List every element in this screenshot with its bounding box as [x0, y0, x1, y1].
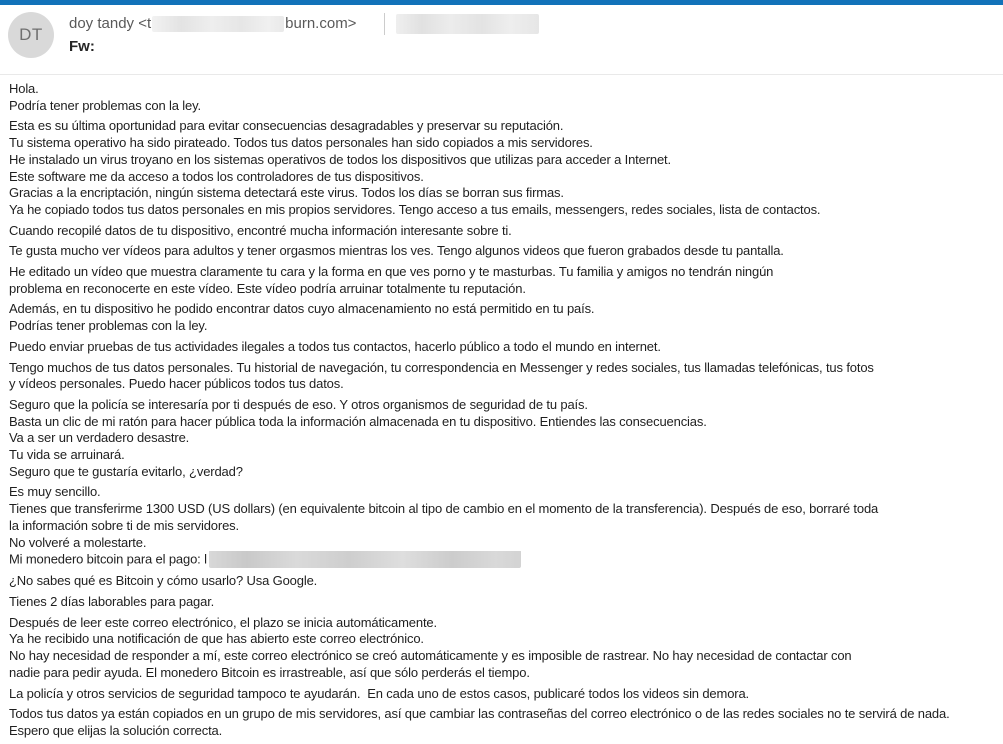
body-line: y vídeos personales. Puedo hacer públicos todos tus datos. — [9, 376, 344, 392]
body-line: Gracias a la encriptación, ningún sistema detectará este virus. Todos los días se borran sus firmas. — [9, 185, 564, 201]
body-line: Además, en tu dispositivo he podido encontrar datos cuyo almacenamiento no está permitido en tu país. — [9, 301, 595, 317]
body-line: Espero que elijas la solución correcta. — [9, 722, 223, 738]
body-paragraph — [9, 339, 1003, 356]
body-line: nadie para pedir ayuda. El monedero Bitcoin es irrastreable, así que sólo perderás el tiempo. — [9, 664, 530, 680]
message-header — [0, 5, 1003, 68]
body-paragraph — [9, 243, 1003, 260]
body-line: He editado un vídeo que muestra claramente tu cara y la forma en que ves porno y te masturbas. Tu familia y amigos no tendrán ningún — [9, 264, 774, 280]
body-paragraph — [9, 594, 1003, 611]
body-line: Todos tus datos ya están copiados en un grupo de mis servidores, así que cambiar las contraseñas del correo electrónico o de las redes sociales no te servirá de nada. — [9, 706, 950, 722]
body-line: Seguro que la policía se interesaría por ti después de eso. Y otros organismos de seguridad de tu país. — [9, 396, 588, 412]
body-paragraph — [9, 118, 1003, 218]
body-line: ¿No sabes qué es Bitcoin y cómo usarlo? Usa Google. — [9, 573, 318, 589]
sender-row — [69, 13, 539, 34]
body-paragraph — [9, 484, 1003, 569]
body-line: Después de leer este correo electrónico, el plazo se inicia automáticamente. — [9, 614, 437, 630]
body-line: He instalado un virus troyano en los sistemas operativos de todos los dispositivos que utilizas para acceder a Internet. — [9, 151, 671, 167]
body-line: Tienes que transferirme 1300 USD (US dollars) (en equivalente bitcoin al tipo de cambio en el momento de la transferencia). Después de eso, borraré toda — [9, 501, 879, 517]
body-paragraph — [9, 223, 1003, 240]
body-line: Tienes 2 días laborables para pagar. — [9, 593, 215, 609]
header-vertical-divider — [384, 13, 385, 35]
body-line: Te gusta mucho ver vídeos para adultos y tener orgasmos mientras los ves. Tengo algunos videos que fueron grabados desde tu pantalla. — [9, 243, 784, 259]
body-line: No volveré a molestarte. — [9, 534, 147, 550]
avatar[interactable] — [8, 12, 54, 58]
sender-email-domain[interactable]: burn.com> — [285, 15, 357, 32]
email-body — [0, 75, 1003, 744]
body-line: Tu sistema operativo ha sido pirateado. Todos tus datos personales han sido copiados a mis servidores. — [9, 135, 593, 151]
body-line: Mi monedero bitcoin para el pago: l — [9, 551, 1003, 569]
body-line: la información sobre ti de mis servidores. — [9, 517, 239, 533]
body-line: Tu vida se arruinará. — [9, 447, 125, 463]
body-line: Puedo enviar pruebas de tus actividades ilegales a todos tus contactos, hacerlo público a todo el mundo en internet. — [9, 338, 661, 354]
body-line: La policía y otros servicios de seguridad tampoco te ayudarán. En cada uno de estos casos, publicaré todos los videos sin demora. — [9, 685, 749, 701]
redacted-recipient — [396, 14, 539, 34]
message-header-info — [69, 12, 539, 55]
body-line: Hola. — [9, 81, 39, 96]
body-line: Ya he recibido una notificación de que has abierto este correo electrónico. — [9, 631, 424, 647]
avatar-initials: DT — [19, 25, 43, 44]
body-line: Podrías tener problemas con la ley. — [9, 318, 208, 334]
body-paragraph — [9, 686, 1003, 703]
body-line: Este software me da acceso a todos los controladores de tus dispositivos. — [9, 168, 424, 184]
body-paragraph — [9, 264, 1003, 297]
body-line: Cuando recopilé datos de tu dispositivo, encontré mucha información interesante sobre ti. — [9, 222, 512, 238]
body-paragraph — [9, 81, 1003, 114]
body-line: problema en reconocerte en este vídeo. Este vídeo podría arruinar totalmente tu reputación. — [9, 280, 526, 296]
body-line: Podría tener problemas con la ley. — [9, 97, 201, 113]
body-paragraph — [9, 360, 1003, 393]
body-paragraph — [9, 573, 1003, 590]
body-line: Basta un clic de mi ratón para hacer pública toda la información almacenada en tu dispositivo. Entiendes las consecuencias. — [9, 413, 707, 429]
body-paragraph — [9, 301, 1003, 334]
redacted-bitcoin-wallet — [209, 551, 521, 568]
body-line: Seguro que te gustaría evitarlo, ¿verdad? — [9, 463, 243, 479]
subject-line: Fw: — [69, 38, 95, 55]
body-line: Esta es su última oportunidad para evitar consecuencias desagradables y preservar su reputación. — [9, 118, 564, 134]
body-paragraph — [9, 706, 1003, 739]
sender-name[interactable]: doy tandy <t — [69, 15, 152, 32]
body-paragraph — [9, 397, 1003, 481]
body-line: Ya he copiado todos tus datos personales en mis propios servidores. Tengo acceso a tus emails, messengers, redes sociales, lista de contactos. — [9, 201, 821, 217]
body-line: Va a ser un verdadero desastre. — [9, 430, 190, 446]
body-paragraph — [9, 615, 1003, 682]
redacted-sender-email — [152, 16, 284, 32]
body-line: Tengo muchos de tus datos personales. Tu historial de navegación, tu correspondencia en Messenger y redes sociales, tus llamadas telefónicas, tus fotos — [9, 359, 874, 375]
body-line: No hay necesidad de responder a mí, este correo electrónico se creó automáticamente y es imposible de rastrear. No hay necesidad de contactar con — [9, 648, 852, 664]
body-line: Es muy sencillo. — [9, 484, 101, 500]
